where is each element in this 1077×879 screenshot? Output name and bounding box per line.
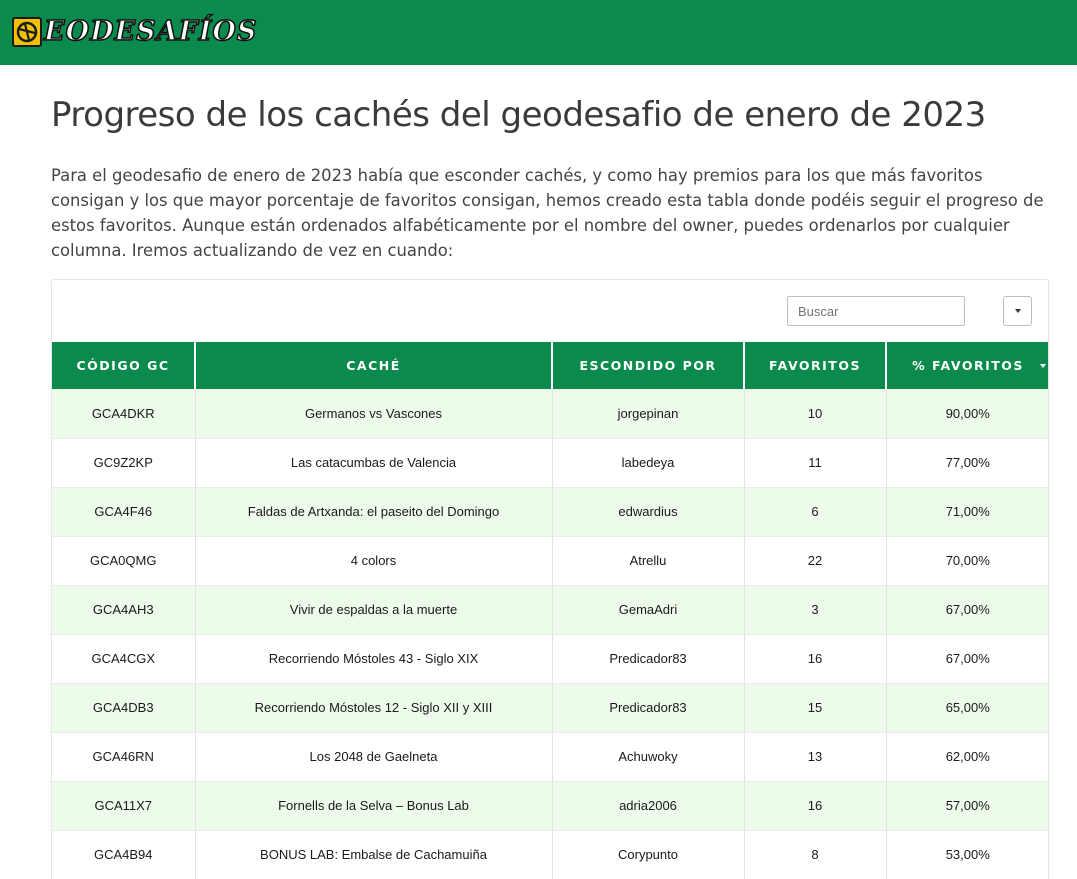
cell-owner: Predicador83 bbox=[552, 683, 744, 732]
cell-cache-name: Vivir de espaldas a la muerte bbox=[195, 585, 552, 634]
top-navbar bbox=[0, 0, 1077, 65]
cell-favorites: 16 bbox=[744, 634, 886, 683]
geocache-logo-icon bbox=[12, 17, 42, 47]
cell-favorites: 8 bbox=[744, 830, 886, 879]
cell-cache-name: Recorriendo Móstoles 12 - Siglo XII y XIII bbox=[195, 683, 552, 732]
cell-cache-name: 4 colors bbox=[195, 536, 552, 585]
cell-owner: GemaAdri bbox=[552, 585, 744, 634]
cell-favorites: 22 bbox=[744, 536, 886, 585]
cell-gc-code: GC9Z2KP bbox=[52, 438, 195, 487]
cell-cache-name: Faldas de Artxanda: el paseito del Domingo bbox=[195, 487, 552, 536]
cell-cache-name: Recorriendo Móstoles 43 - Siglo XIX bbox=[195, 634, 552, 683]
cell-gc-code: GCA4DKR bbox=[52, 389, 195, 438]
cell-owner: adria2006 bbox=[552, 781, 744, 830]
cell-favorites: 16 bbox=[744, 781, 886, 830]
sort-descending-icon bbox=[1040, 364, 1046, 368]
cell-gc-code: GCA11X7 bbox=[52, 781, 195, 830]
caches-table bbox=[52, 342, 1049, 879]
cell-favorites: 10 bbox=[744, 389, 886, 438]
cell-gc-code: GCA4B94 bbox=[52, 830, 195, 879]
table-row bbox=[52, 634, 1049, 683]
cell-gc-code: GCA4CGX bbox=[52, 634, 195, 683]
cell-favorites-percent: 65,00% bbox=[886, 683, 1049, 732]
cell-owner: Atrellu bbox=[552, 536, 744, 585]
column-header-codigo-gc[interactable]: CÓDIGO GC bbox=[52, 342, 195, 389]
cell-favorites: 3 bbox=[744, 585, 886, 634]
cell-cache-name: Los 2048 de Gaelneta bbox=[195, 732, 552, 781]
cell-favorites: 11 bbox=[744, 438, 886, 487]
table-card bbox=[51, 279, 1049, 879]
table-row bbox=[52, 781, 1049, 830]
cell-favorites-percent: 67,00% bbox=[886, 634, 1049, 683]
cell-favorites: 13 bbox=[744, 732, 886, 781]
column-header-favoritos[interactable]: FAVORITOS bbox=[744, 342, 886, 389]
cell-gc-code: GCA4AH3 bbox=[52, 585, 195, 634]
cell-cache-name: Fornells de la Selva – Bonus Lab bbox=[195, 781, 552, 830]
table-row bbox=[52, 830, 1049, 879]
chevron-down-icon bbox=[1015, 309, 1021, 313]
page-title: Progreso de los cachés del geodesafio de enero de 2023 bbox=[51, 95, 986, 135]
cell-owner: jorgepinan bbox=[552, 389, 744, 438]
cell-favorites-percent: 53,00% bbox=[886, 830, 1049, 879]
cell-owner: labedeya bbox=[552, 438, 744, 487]
cell-favorites-percent: 77,00% bbox=[886, 438, 1049, 487]
table-row bbox=[52, 536, 1049, 585]
column-header-cache[interactable]: CACHÉ bbox=[195, 342, 552, 389]
cell-owner: Corypunto bbox=[552, 830, 744, 879]
cell-favorites: 6 bbox=[744, 487, 886, 536]
table-row bbox=[52, 732, 1049, 781]
column-header-escondido-por[interactable]: ESCONDIDO POR bbox=[552, 342, 744, 389]
column-header-porcentaje-favoritos[interactable] bbox=[886, 342, 1049, 389]
cell-favorites: 15 bbox=[744, 683, 886, 732]
cell-owner: Predicador83 bbox=[552, 634, 744, 683]
table-row bbox=[52, 585, 1049, 634]
cell-cache-name: Germanos vs Vascones bbox=[195, 389, 552, 438]
table-header-row bbox=[52, 342, 1049, 389]
cell-favorites-percent: 90,00% bbox=[886, 389, 1049, 438]
cell-favorites-percent: 67,00% bbox=[886, 585, 1049, 634]
cell-gc-code: GCA46RN bbox=[52, 732, 195, 781]
table-row bbox=[52, 438, 1049, 487]
cell-gc-code: GCA4DB3 bbox=[52, 683, 195, 732]
cell-favorites-percent: 57,00% bbox=[886, 781, 1049, 830]
table-row bbox=[52, 389, 1049, 438]
logo-text: EODESAFÍOS bbox=[44, 16, 258, 47]
cell-favorites-percent: 71,00% bbox=[886, 487, 1049, 536]
intro-paragraph: Para el geodesafio de enero de 2023 había que esconder cachés, y como hay premios para los que más favoritos consigan y los que mayor porcentaje de favoritos consigan, hemos creado esta tabla donde podéis seguir el progreso de estos favoritos. Aunque están ordenados alfabéticamente por el nombre del owner, puedes ordenarlos por cualquier columna. Iremos actualizando de vez en cuando: bbox=[51, 166, 1044, 260]
search-input[interactable] bbox=[787, 296, 965, 326]
cell-gc-code: GCA0QMG bbox=[52, 536, 195, 585]
cell-cache-name: BONUS LAB: Embalse de Cachamuiña bbox=[195, 830, 552, 879]
column-header-label: % FAVORITOS bbox=[912, 358, 1024, 373]
table-row bbox=[52, 683, 1049, 732]
cell-favorites-percent: 62,00% bbox=[886, 732, 1049, 781]
columns-dropdown-button[interactable] bbox=[1003, 296, 1032, 326]
cell-owner: Achuwoky bbox=[552, 732, 744, 781]
cell-gc-code: GCA4F46 bbox=[52, 487, 195, 536]
table-row bbox=[52, 487, 1049, 536]
site-logo[interactable] bbox=[12, 15, 257, 49]
cell-favorites-percent: 70,00% bbox=[886, 536, 1049, 585]
cell-cache-name: Las catacumbas de Valencia bbox=[195, 438, 552, 487]
cell-owner: edwardius bbox=[552, 487, 744, 536]
